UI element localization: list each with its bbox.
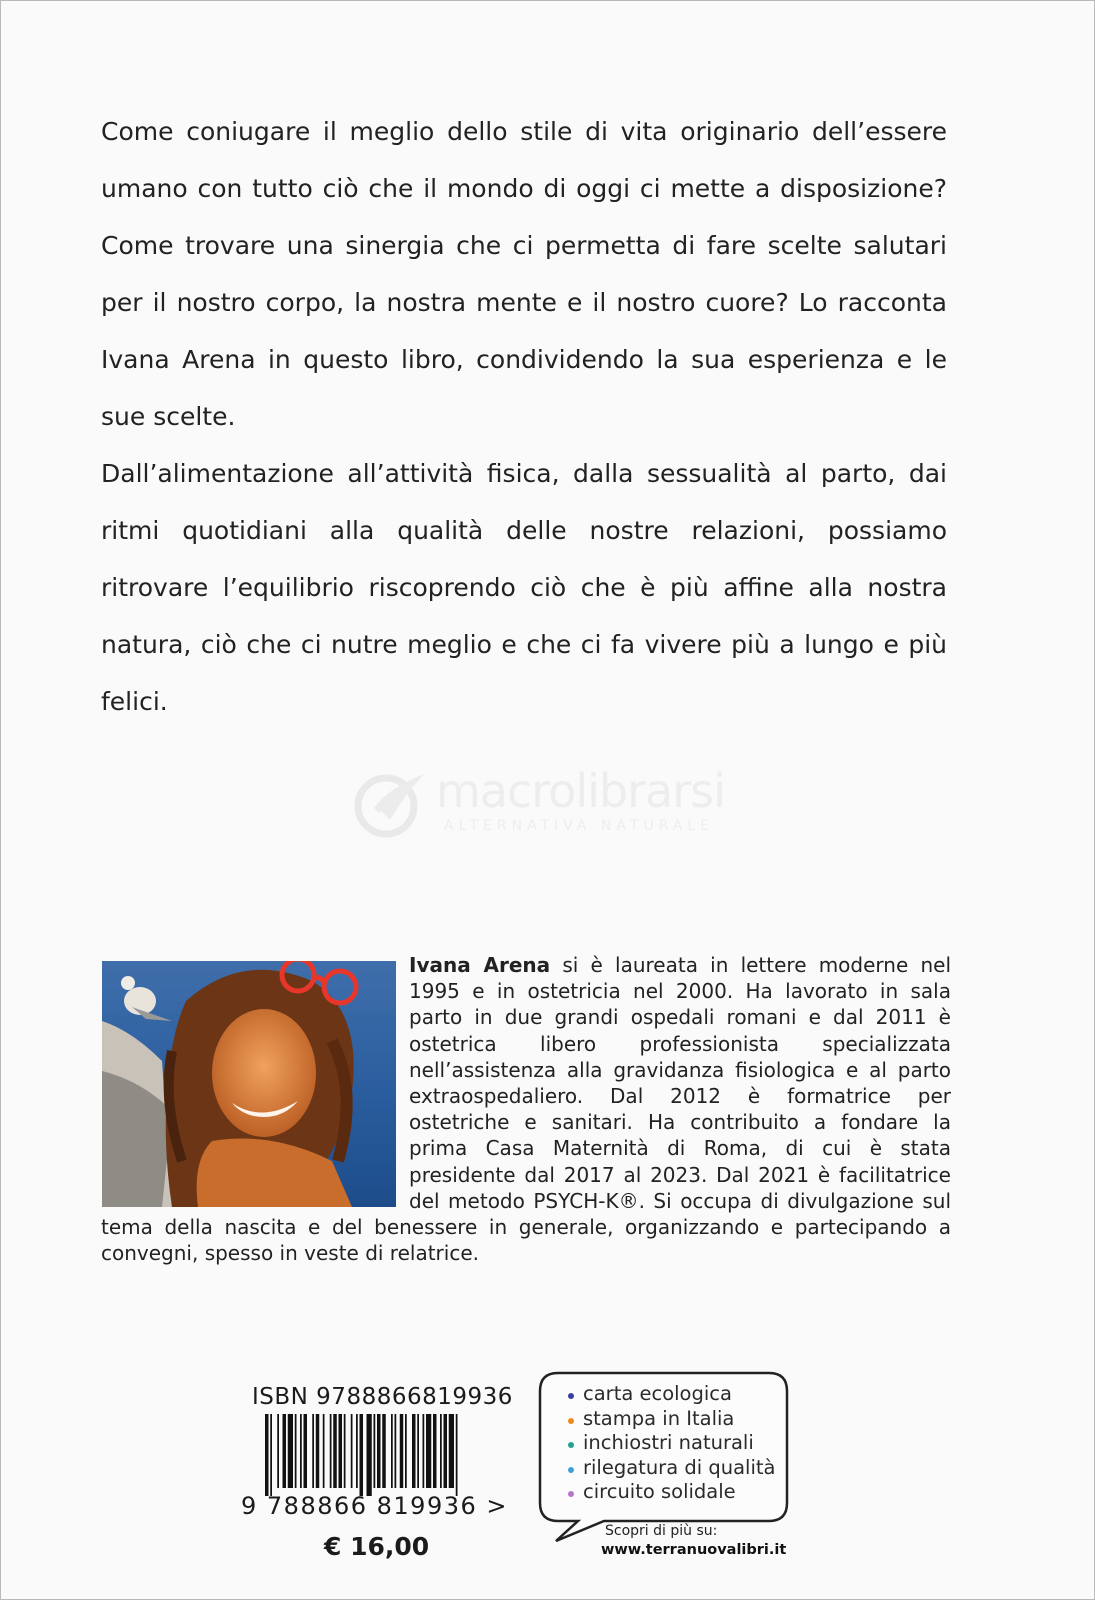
barcode-bar [360,1414,364,1496]
barcode-bar [304,1414,308,1488]
barcode-bar [300,1414,302,1488]
barcode-bar [312,1414,314,1488]
barcode-bar [456,1414,458,1496]
barcode-bar [316,1414,320,1488]
barcode-bar [295,1414,297,1488]
barcode-bar [323,1414,325,1488]
barcode-bar [440,1414,442,1488]
isbn-label: ISBN 9788866819936 [252,1384,513,1410]
barcode-bar [391,1414,393,1488]
bullet-dot-icon [568,1491,574,1497]
bullet-dot-icon [568,1393,574,1399]
website-link[interactable]: www.terranuovalibri.it [601,1542,787,1558]
barcode-bar [288,1414,293,1488]
barcode-bar [433,1414,437,1488]
barcode-bar [412,1414,416,1488]
barcode-bar [344,1414,346,1488]
barcode-bar [270,1414,272,1496]
barcode-bar [277,1414,279,1488]
features-list [568,1382,775,1505]
feature-item: stampa in Italia [568,1407,775,1432]
barcode-bar [330,1414,332,1488]
barcode-bar [356,1414,358,1488]
barcode-digits: 9 788866 819936 > [241,1492,508,1520]
author-bio-text: si è laureata in lettere moderne nel 1995 e in ostetricia nel 2000. Ha lavorato in sala parto in due grandi ospedali romani e dal 2011 è ostetrica libero professionista specializzata nell’assistenza alla gravidanza fisiologica e al parto extraospedaliero. Dal 2012 è formatrice per ostetriche e sanitari. Ha contribuito a fondare la prima Casa Maternità di Roma, di cui è stata presidente dal 2017 al 2023. Dal 2021 è facilitatrice del metodo PSYCH-K®. Si occupa di divulgazione sul tema della nascita e del benessere in generale, organizzando e partecipando a convegni, spesso in veste di relatrice. [101,953,951,1266]
barcode-bar [339,1414,343,1488]
bullet-dot-icon [568,1442,574,1448]
leaf-logo-icon [352,768,430,838]
feature-item: rilegatura di qualità [568,1456,775,1481]
barcode-bar [351,1414,353,1488]
barcode-bar [382,1414,386,1488]
feature-item: inchiostri naturali [568,1431,775,1456]
blurb-paragraph-1: Come coniugare il meglio dello stile di vita originario dell’essere umano con tutto ciò che il mondo di oggi ci mette a disposizione? Come trovare una sinergia che ci permetta di fare scelte salutari per il nostro corpo, la nostra mente e il nostro cuore? Lo racconta Ivana Arena in questo libro, condividendo la sua esperienza e le sue scelte. [101,117,947,431]
watermark-tagline: ALTERNATIVA NATURALE [444,818,715,834]
barcode-bar [444,1414,448,1488]
barcode-bar [374,1414,376,1488]
barcode-bar [417,1414,419,1488]
feature-item: carta ecologica [568,1382,775,1407]
barcode [265,1414,505,1496]
barcode-bar [377,1414,381,1488]
barcode-bar [395,1414,397,1488]
blurb-paragraph-2: Dall’alimentazione all’attività fisica, dalla sessualità al parto, dai ritmi quotidiani alla qualità delle nostre relazioni, possiamo ritrovare l’equilibrio riscoprendo ciò che è più affine alla nostra natura, ciò che ci nutre meglio e che ci fa vivere più a lungo e più felici. [101,459,947,716]
back-cover-blurb [101,103,947,730]
price: € 16,00 [324,1532,430,1561]
watermark-brand: macrolibrarsi [436,764,725,818]
author-bio [101,952,951,1266]
feature-item: circuito solidale [568,1480,775,1505]
barcode-bar [367,1414,372,1496]
watermark [352,764,752,844]
barcode-bar [265,1414,269,1496]
barcode-bar [405,1414,407,1488]
discover-more-label: Scopri di più su: [605,1523,718,1539]
barcode-bar [423,1414,425,1488]
author-name: Ivana Arena [409,953,551,977]
barcode-bar [426,1414,431,1488]
bullet-dot-icon [568,1467,574,1473]
bullet-dot-icon [568,1418,574,1424]
barcode-bar [283,1414,287,1488]
barcode-bar [333,1414,337,1488]
barcode-bar [449,1414,454,1488]
barcode-bar [400,1414,404,1488]
